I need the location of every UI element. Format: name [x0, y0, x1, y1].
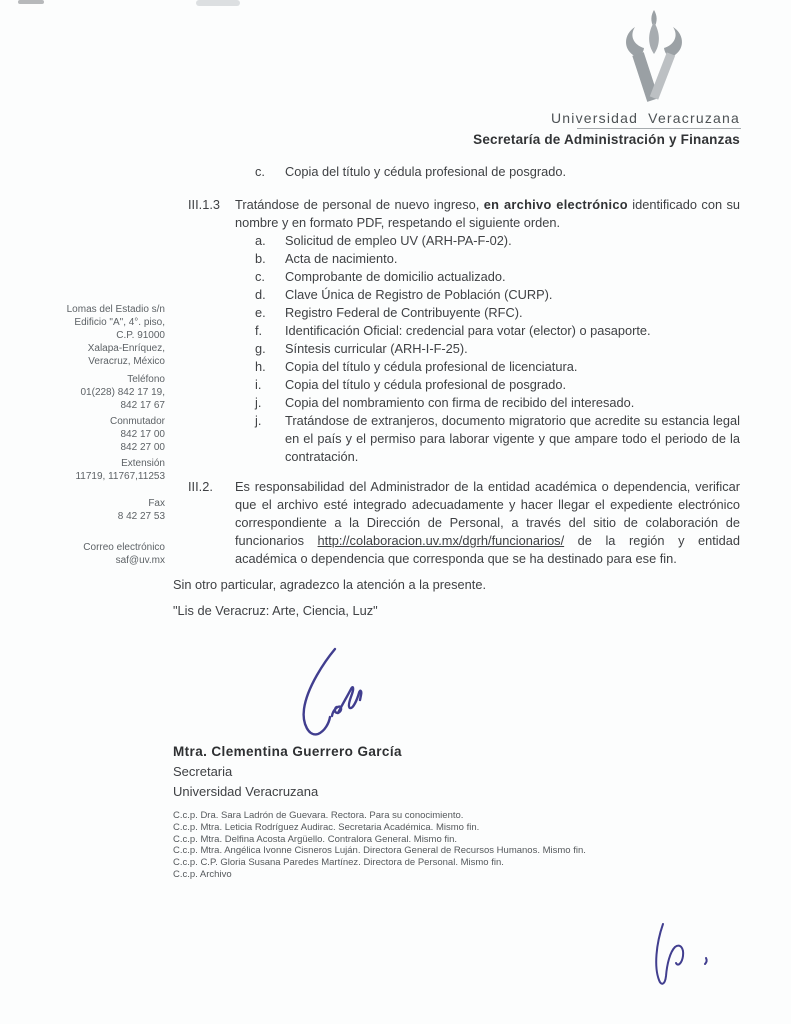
list-item-text: Registro Federal de Contribuyente (RFC).	[285, 305, 523, 320]
list-item-label: i.	[255, 377, 262, 392]
list-item-text: Copia del nombramiento con firma de recibido del interesado.	[285, 395, 635, 410]
address-line: Xalapa-Enríquez,	[87, 343, 165, 354]
list-item-label: d.	[255, 287, 266, 302]
list-item-label: j.	[255, 413, 262, 428]
phone-block	[20, 373, 165, 412]
list-item	[255, 340, 740, 358]
switchboard-label: Conmutador	[109, 416, 165, 427]
signatory-organization: Universidad Veracruzana	[173, 784, 319, 799]
ccp-line: C.c.p. Mtra. Delfina Acosta Argüello. Contralora General. Mismo fin.	[173, 833, 458, 845]
ccp-line: C.c.p. Mtra. Angélica Ivonne Cisneros Luján. Directora General de Recursos Humanos. Mismo fin.	[173, 845, 586, 857]
fax-label: Fax	[148, 498, 165, 509]
extension-block	[20, 457, 165, 483]
switchboard-block	[20, 415, 165, 454]
clause-text-lead: Tratándose de personal de nuevo ingreso,	[235, 197, 484, 212]
list-item-text: Tratándose de extranjeros, documento migratorio que acredite su estancia legal en el país y el permiso para laborar vigente y que ampare todo el periodo de la contratación.	[285, 413, 740, 464]
clause-text-bold: en archivo electrónico	[483, 197, 628, 212]
list-item	[255, 268, 740, 286]
signatory-block	[173, 742, 402, 802]
list-item-text: Síntesis curricular (ARH-I-F-25).	[285, 341, 468, 356]
list-item	[255, 322, 740, 340]
signatory-title: Secretaria	[173, 764, 233, 779]
email-block	[20, 541, 165, 567]
uv-fleur-de-lis-logo-icon	[612, 8, 696, 110]
scan-artifact	[18, 0, 44, 4]
university-motto: "Lis de Veracruz: Arte, Ciencia, Luz"	[173, 603, 378, 618]
list-item	[255, 394, 740, 412]
list-item-text: Comprobante de domicilio actualizado.	[285, 269, 506, 284]
list-item-text: Copia del título y cédula profesional de licenciatura.	[285, 359, 578, 374]
university-name: Universidad Veracruzana	[550, 110, 740, 126]
list-item-label: c.	[255, 269, 265, 284]
department-name: Secretaría de Administración y Finanzas	[473, 132, 740, 147]
handwritten-signature-icon	[285, 645, 380, 745]
extension-numbers: 11719, 11767,11253	[75, 471, 165, 482]
address-block	[20, 303, 165, 368]
phone-number: 01(228) 842 17 19,	[80, 387, 165, 398]
list-item-text: Acta de nacimiento.	[285, 251, 398, 266]
ccp-line: C.c.p. C.P. Gloria Susana Paredes Martínez. Directora de Personal. Mismo fin.	[173, 857, 504, 869]
list-item	[255, 412, 740, 466]
list-item-label: b.	[255, 251, 266, 266]
clause-text-tail: identificado con su nombre y en formato PDF, respetando el siguiente orden.	[235, 197, 740, 230]
document-checklist	[255, 232, 740, 466]
carbon-copy-list	[173, 810, 586, 881]
signatory-name: Mtra. Clementina Guerrero García	[173, 744, 402, 759]
list-item-label: h.	[255, 359, 266, 374]
list-item	[255, 376, 740, 394]
switchboard-number: 842 27 00	[120, 442, 165, 453]
clause-text	[235, 478, 740, 568]
scan-artifact	[196, 0, 240, 6]
address-line: Edificio "A", 4°. piso,	[74, 317, 165, 328]
header-divider	[577, 128, 741, 129]
list-item-label: f.	[255, 323, 263, 338]
ccp-line: C.c.p. Mtra. Leticia Rodríguez Audirac. Secretaria Académica. Mismo fin.	[173, 821, 480, 833]
ink-rubric-icon	[628, 912, 778, 1007]
clause-iii-1-3	[173, 196, 740, 232]
clause-text-after-link: de la región y entidad académica o dependencia que corresponda que se ha destinado para ese fin.	[235, 533, 740, 566]
list-item-text: Solicitud de empleo UV (ARH-PA-F-02).	[285, 233, 512, 248]
email-address: saf@uv.mx	[115, 555, 165, 566]
clause-iii-2	[173, 478, 740, 568]
extension-label: Extensión	[121, 458, 165, 469]
list-item-text: Identificación Oficial: credencial para votar (elector) o pasaporte.	[285, 323, 651, 338]
clause-number: III.1.3	[188, 197, 221, 212]
closing-line: Sin otro particular, agradezco la atención a la presente.	[173, 577, 487, 592]
list-item-label: j.	[255, 395, 262, 410]
letter-body	[173, 163, 740, 620]
list-item-label: e.	[255, 305, 266, 320]
funcionarios-link[interactable]: http://colaboracion.uv.mx/dgrh/funcionarios/	[317, 533, 565, 548]
list-item-label: a.	[255, 233, 266, 248]
list-item-label: g.	[255, 341, 266, 356]
list-item-text: Clave Única de Registro de Población (CURP).	[285, 287, 553, 302]
list-item	[255, 250, 740, 268]
list-item	[255, 286, 740, 304]
list-item-label: c.	[255, 164, 265, 179]
phone-number: 842 17 67	[120, 400, 165, 411]
switchboard-number: 842 17 00	[120, 429, 165, 440]
list-item	[255, 163, 740, 181]
list-item	[255, 232, 740, 250]
clause-number: III.2.	[188, 479, 213, 494]
ccp-line: C.c.p. Dra. Sara Ladrón de Guevara. Rectora. Para su conocimiento.	[173, 810, 464, 821]
fax-block	[20, 497, 165, 523]
list-item	[255, 358, 740, 376]
fax-number: 8 42 27 53	[117, 511, 165, 522]
clause-text	[235, 196, 740, 232]
phone-label: Teléfono	[127, 374, 165, 385]
list-item-text: Copia del título y cédula profesional de posgrado.	[285, 377, 567, 392]
email-label: Correo electrónico	[83, 542, 165, 553]
ccp-line: C.c.p. Archivo	[173, 868, 232, 880]
address-line: Lomas del Estadio s/n	[66, 304, 165, 315]
address-line: Veracruz, México	[88, 356, 165, 367]
list-item-text: Copia del título y cédula profesional de posgrado.	[285, 164, 567, 179]
clause-text-before-link: Es responsabilidad del Administrador de la entidad académica o dependencia, verificar que el archivo esté integrado adecuadamente y hacer llegar el expediente electrónico correspondiente a la Dirección de Personal, a través del sitio de colaboración de funcionarios	[235, 479, 740, 548]
list-item	[255, 304, 740, 322]
address-line: C.P. 91000	[116, 330, 165, 341]
